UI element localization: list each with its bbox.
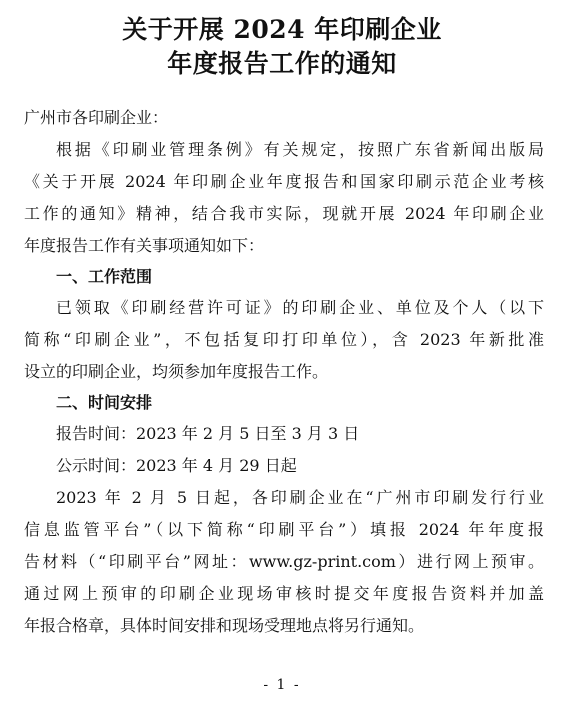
- paragraph-1-line-2: 《关于开展 2024 年印刷企业年度报告和国家印刷示范企业考核: [24, 172, 544, 191]
- section-2-heading: 二、时间安排: [56, 393, 153, 412]
- section-1-line-2: 简称“印刷企业”，不包括复印打印单位），含 2023 年新批准: [24, 330, 544, 349]
- section-1-heading: 一、工作范围: [56, 267, 153, 286]
- section-2-line-2: 信息监管平台”（以下简称“印刷平台”）填报 2024 年年度报: [24, 520, 544, 539]
- page-number: - 1 -: [263, 677, 301, 693]
- section-2-line-1: 2023 年 2 月 5 日起，各印刷企业在“广州市印刷发行行业: [56, 488, 544, 507]
- paragraph-1-line-1: 根据《印刷业管理条例》有关规定，按照广东省新闻出版局: [56, 140, 544, 159]
- section-2-line-5: 年报合格章，具体时间安排和现场受理地点将另行通知。: [24, 616, 425, 635]
- addressee: 广州市各印刷企业：: [24, 108, 169, 127]
- section-2-line-4: 通过网上预审的印刷企业现场审核时提交年度报告资料并加盖: [24, 584, 544, 603]
- document-title-line-1: 关于开展 2024 年印刷企业: [122, 15, 442, 44]
- document-title-line-2: 年度报告工作的通知: [167, 49, 397, 78]
- report-time: 报告时间：2023 年 2 月 5 日至 3 月 3 日: [56, 424, 360, 443]
- paragraph-1-line-4: 年度报告工作有关事项通知如下：: [24, 236, 265, 255]
- paragraph-1-line-3: 工作的通知》精神，结合我市实际，现就开展 2024 年印刷企业: [24, 204, 544, 223]
- section-2-line-3: 告材料（“印刷平台”网址：www.gz-print.com）进行网上预审。: [24, 552, 544, 571]
- publicity-time: 公示时间：2023 年 4 月 29 日起: [56, 456, 297, 475]
- section-1-line-1: 已领取《印刷经营许可证》的印刷企业、单位及个人（以下: [56, 298, 544, 317]
- section-1-line-3: 设立的印刷企业，均须参加年度报告工作。: [24, 362, 329, 381]
